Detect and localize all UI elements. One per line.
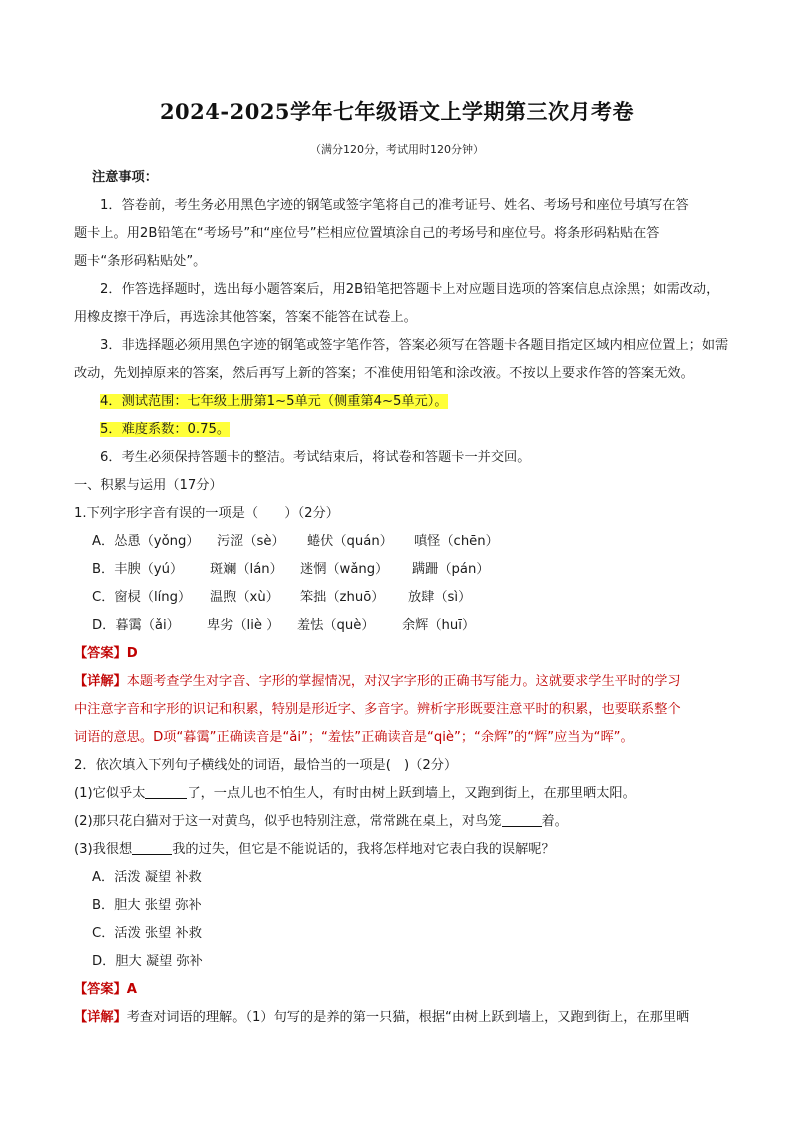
question-2-sentence-3: (3)我很想 我的过失，但它是不能说话的，我将怎样地对它表白我的误解呢？ [74,842,555,857]
question-1-detail: 【详解】本题考查学生对字音、字形的掌握情况，对汉字字形的正确书写能力。这就要求学生平时的学习 [74,674,681,689]
question-1-option-b: B．丰腴（yú） 斑斓（lán） 迷惘（wǎng） 蹒跚（pán） [92,562,490,577]
question-2-option-a: A．活泼 凝望 补救 [92,870,202,885]
notice-line: 改动，先划掉原来的答案，然后再写上新的答案；不准使用铅笔和涂改液。不按以上要求作答的答案无效。 [74,366,694,381]
question-2-option-b: B．胆大 张望 弥补 [92,898,202,913]
fill-blank [132,840,172,855]
notice-line: 题卡“条形码粘贴处”。 [74,254,207,269]
question-2-detail: 【详解】考查对词语的理解。（1）句写的是养的第一只猫，根据“由树上跃到墙上，又跑到街上，在那里晒 [74,1010,690,1025]
notice-line: 2．作答选择题时，选出每小题答案后，用2B铅笔把答题卡上对应题目选项的答案信息点涂黑；如需改动， [100,282,720,297]
question-1-detail-line: 中注意字音和字形的识记和积累，特别是形近字、多音字。辨析字形既要注意平时的积累，也要联系整个 [74,702,681,717]
section-heading: 一、积累与运用（17分） [74,478,223,493]
question-2-sentence-2: (2)那只花白猫对于这一对黄鸟，似乎也特别注意，常常跳在桌上，对鸟笼 着。 [74,814,568,829]
question-1-answer: 【答案】D [74,646,138,661]
page-title: 2024-2025学年七年级语文上学期第三次月考卷 [159,99,635,124]
question-2-answer: 【答案】A [74,982,137,997]
fill-blank [502,812,542,827]
notice-line: 6．考生必须保持答题卡的整洁。考试结束后，将试卷和答题卡一并交回。 [100,450,531,465]
highlight-difficulty: 5．难度系数：0.75。 [100,422,231,437]
notice-line: 1．答卷前，考生务必用黑色字迹的钢笔或签字笔将自己的准考证号、姓名、考场号和座位号填写在答 [100,198,689,213]
question-1-option-c: C．窗棂（líng） 温煦（xù） 笨拙（zhuō） 放肆（sì） [92,590,472,605]
notice-line: 用橡皮擦干净后，再选涂其他答案，答案不能答在试卷上。 [74,310,417,325]
fill-blank [145,784,187,799]
question-2-option-d: D．胆大 凝望 弥补 [92,954,203,969]
question-2-sentence-1: (1)它似乎太 了，一点儿也不怕生人，有时由树上跃到墙上，又跑到街上，在那里晒太阳。 [74,786,636,801]
question-2-option-c: C．活泼 张望 补救 [92,926,202,941]
notice-heading: 注意事项： [92,170,158,185]
notice-line: 题卡上。用2B铅笔在“考场号”和“座位号”栏相应位置填涂自己的考场号和座位号。将条形码粘贴在答 [74,226,660,241]
notice-line: 3．非选择题必须用黑色字迹的钢笔或签字笔作答，答案必须写在答题卡各题目指定区域内相应位置上；如需 [100,338,729,353]
question-1-detail-line: 词语的意思。D项“暮霭”正确读音是“ǎi”；“羞怯”正确读音是“qiè”；“余辉”的“辉”应当为“晖”。 [74,730,634,745]
question-1-option-d: D．暮霭（ǎi） 卑劣（liè ） 羞怯（què） 余辉（huī） [92,618,476,633]
question-1-option-a: A．怂恿（yǒng） 污涩（sè） 蜷伏（quán） 嗔怪（chēn） [92,534,499,549]
highlight-test-range: 4．测试范围：七年级上册第1~5单元（侧重第4~5单元）。 [100,394,448,409]
page-subtitle: （满分120分，考试用时120分钟） [310,143,484,156]
question-2-stem: 2．依次填入下列句子横线处的词语，最恰当的一项是( )（2分） [74,758,458,773]
notice-line-highlighted [100,388,760,416]
notice-line-highlighted [100,416,760,444]
question-1-stem: 1.下列字形字音有误的一项是（ ）（2分） [74,506,339,521]
